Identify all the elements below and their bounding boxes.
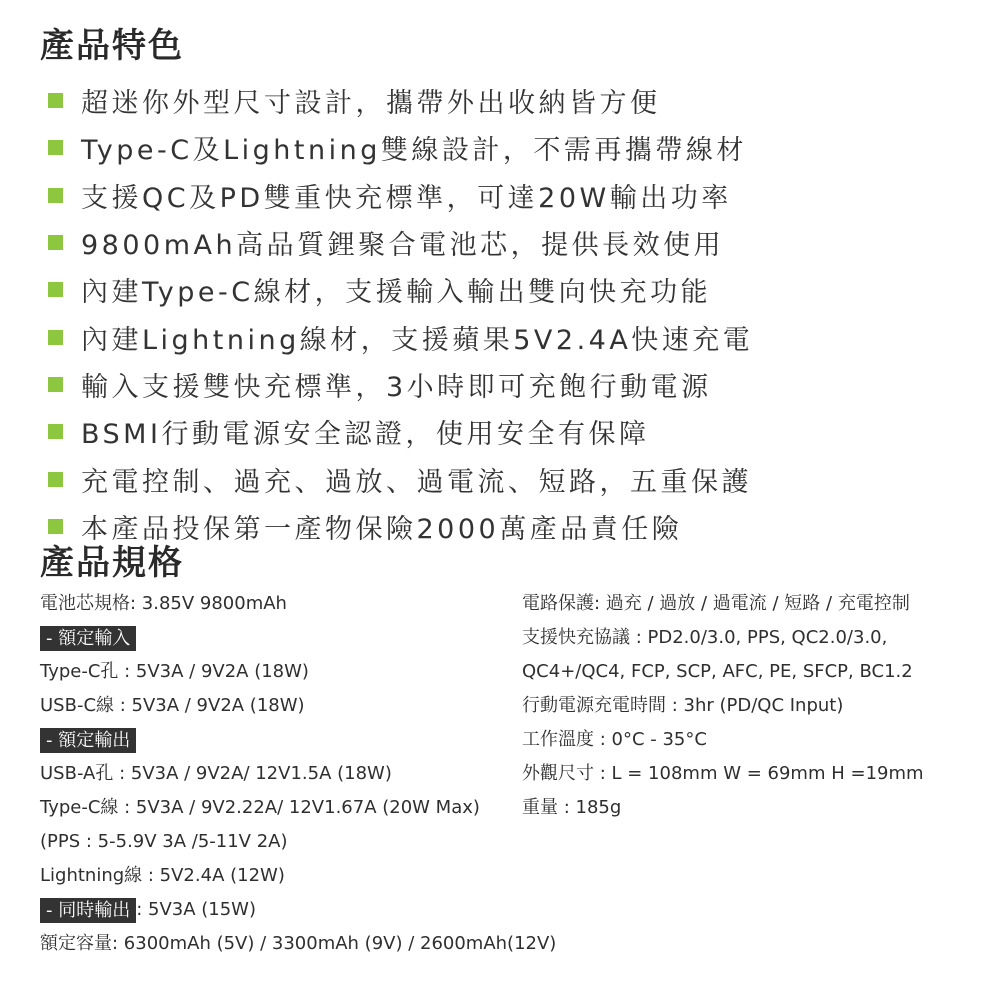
spec-temperature: 工作溫度 : 0°C - 35°C [522, 729, 707, 750]
green-square-bullet-icon [48, 282, 63, 297]
spec-charge-time: 行動電源充電時間 : 3hr (PD/QC Input) [522, 695, 844, 716]
spec-output-pps: (PPS : 5-5.9V 3A /5-11V 2A) [40, 831, 288, 852]
spec-protection: 電路保護: 過充 / 過放 / 過電流 / 短路 / 充電控制 [522, 593, 910, 614]
spec-input-typec: Type-C孔 : 5V3A / 9V2A (18W) [40, 661, 309, 682]
green-square-bullet-icon [48, 377, 63, 392]
spec-simultaneous-output [40, 893, 556, 927]
feature-list [48, 77, 753, 550]
spec-protocols-1: 支援快充協議 : PD2.0/3.0, PPS, QC2.0/3.0, [522, 627, 888, 648]
green-square-bullet-icon [48, 424, 63, 439]
spec-battery: 電池芯規格: 3.85V 9800mAh [40, 593, 287, 614]
spec-capacity: 額定容量: 6300mAh (5V) / 3300mAh (9V) / 2600mAh(12V) [40, 933, 557, 954]
simultaneous-output-tag: - 同時輸出 [40, 898, 136, 923]
feature-text: 本產品投保第一產物保險2000萬產品責任險 [81, 513, 683, 545]
feature-item [48, 77, 753, 124]
feature-text: 內建Lightning線材，支援蘋果5V2.4A快速充電 [81, 324, 754, 356]
feature-text: 充電控制、過充、過放、過電流、短路，五重保護 [81, 466, 752, 498]
spec-protocols-2: QC4+/QC4, FCP, SCP, AFC, PE, SFCP, BC1.2 [522, 661, 913, 682]
feature-item [48, 266, 753, 313]
spec-left-column [40, 587, 556, 961]
spec-right-column [522, 587, 924, 825]
spec-output-usba: USB-A孔 : 5V3A / 9V2A/ 12V1.5A (18W) [40, 763, 392, 784]
feature-text: 9800mAh高品質鋰聚合電池芯，提供長效使用 [81, 230, 725, 262]
feature-text: 內建Type-C線材，支援輸入輸出雙向快充功能 [81, 277, 712, 309]
green-square-bullet-icon [48, 188, 63, 203]
green-square-bullet-icon [48, 519, 63, 534]
green-square-bullet-icon [48, 472, 63, 487]
feature-text: BSMI行動電源安全認證，使用安全有保障 [81, 419, 650, 451]
spec-dimensions: 外觀尺寸 : L = 108mm W = 69mm H =19mm [522, 763, 924, 784]
spec-weight: 重量 : 185g [522, 797, 622, 818]
feature-item [48, 455, 753, 502]
feature-text: 輸入支援雙快充標準，3小時即可充飽行動電源 [81, 371, 712, 403]
green-square-bullet-icon [48, 140, 63, 155]
specs-title: 產品規格 [40, 543, 184, 583]
rated-input-tag: - 額定輸入 [40, 626, 136, 651]
rated-output-tag: - 額定輸出 [40, 728, 136, 753]
spec-input-usbc: USB-C線 : 5V3A / 9V2A (18W) [40, 695, 305, 716]
green-square-bullet-icon [48, 93, 63, 108]
feature-item [48, 408, 753, 455]
feature-item [48, 172, 753, 219]
spec-output-typec: Type-C線 : 5V3A / 9V2.22A/ 12V1.67A (20W Max) [40, 797, 480, 818]
green-square-bullet-icon [48, 330, 63, 345]
spec-output-group [40, 723, 556, 757]
feature-item [48, 219, 753, 266]
feature-item [48, 124, 753, 171]
feature-text: 支援QC及PD雙重快充標準，可達20W輸出功率 [81, 182, 732, 214]
simultaneous-output-value: : 5V3A (15W) [136, 899, 257, 920]
spec-output-lightning: Lightning線 : 5V2.4A (12W) [40, 865, 285, 886]
spec-input-group [40, 621, 556, 655]
feature-text: Type-C及Lightning雙線設計，不需再攜帶線材 [81, 135, 747, 167]
feature-item [48, 361, 753, 408]
feature-item [48, 313, 753, 360]
features-title: 產品特色 [40, 26, 184, 66]
green-square-bullet-icon [48, 235, 63, 250]
feature-text: 超迷你外型尺寸設計，攜帶外出收納皆方便 [81, 88, 661, 120]
